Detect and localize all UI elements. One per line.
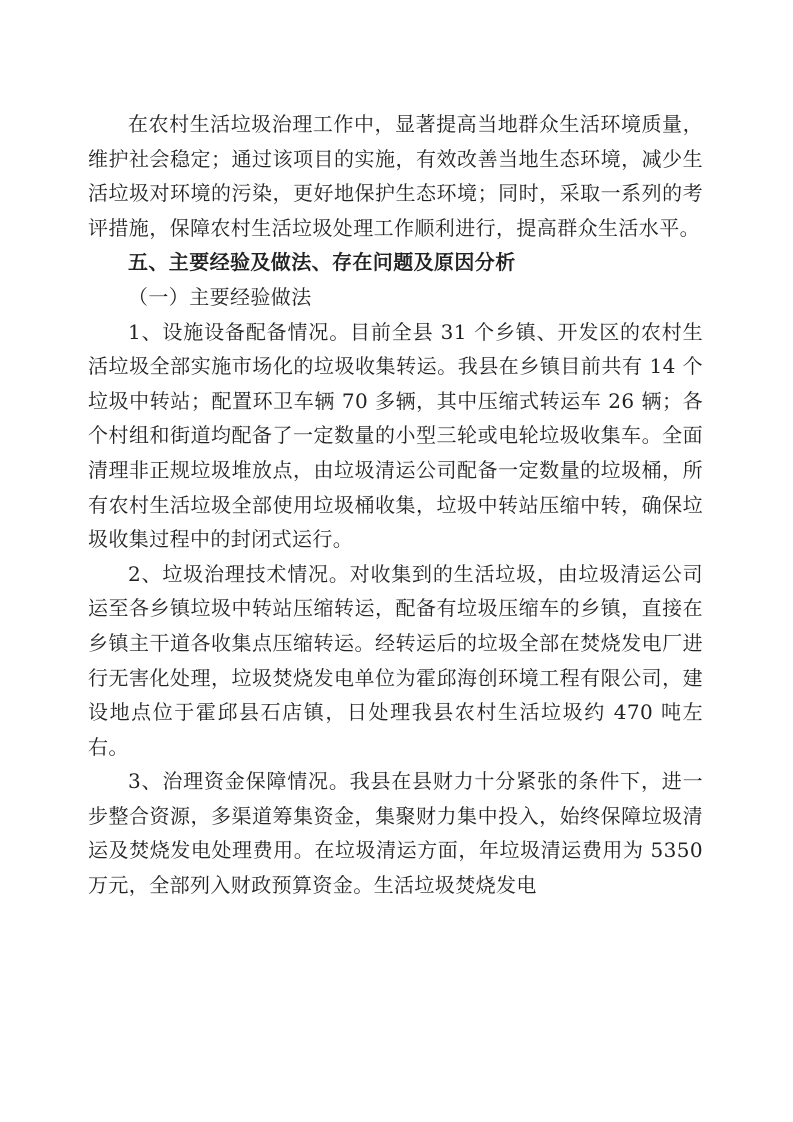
subsection-heading: （一）主要经验做法 (128, 284, 312, 309)
paragraph-item-2: 2、垃圾治理技术情况。对收集到的生活垃圾，由垃圾清运公司运至各乡镇垃圾中转站压缩转运，配备有垃圾压缩车的乡镇，直接在乡镇主干道各收集点压缩转运。经转运后的垃圾全部在焚烧发电厂进行无害化处理，垃圾焚烧发电单位为霍邱海创环境工程有限公司，建设地点位于霍邱县石店镇，日处理我县农村生活垃圾约 470 吨左右。 (88, 561, 703, 759)
paragraph-item-1: 1、设施设备配备情况。目前全县 31 个乡镇、开发区的农村生活垃圾全部实施市场化的垃圾收集转运。我县在乡镇目前共有 14 个垃圾中转站；配置环卫车辆 70 多辆，其中压缩式转运车 26 辆；各个村组和街道均配备了一定数量的小型三轮或电轮垃圾收集车。全面清理非正规垃圾堆放点，由垃圾清运公司配备一定数量的垃圾桶，所有农村生活垃圾全部使用垃圾桶收集，垃圾中转站压缩中转，确保垃圾收集过程中的封闭式运行。 (88, 319, 703, 552)
paragraph-item-3: 3、治理资金保障情况。我县在县财力十分紧张的条件下，进一步整合资源，多渠道筹集资金，集聚财力集中投入，始终保障垃圾清运及焚烧发电处理费用。在垃圾清运方面，年垃圾清运费用为 5350 万元，全部列入财政预算资金。生活垃圾焚烧发电 (88, 769, 703, 898)
intro-paragraph: 在农村生活垃圾治理工作中，显著提高当地群众生活环境质量，维护社会稳定；通过该项目的实施，有效改善当地生态环境，减少生活垃圾对环境的污染，更好地保护生态环境；同时，采取一系列的考评措施，保障农村生活垃圾处理工作顺利进行，提高群众生活水平。 (88, 112, 703, 240)
section-heading: 五、主要经验及做法、存在问题及原因分析 (128, 250, 516, 275)
